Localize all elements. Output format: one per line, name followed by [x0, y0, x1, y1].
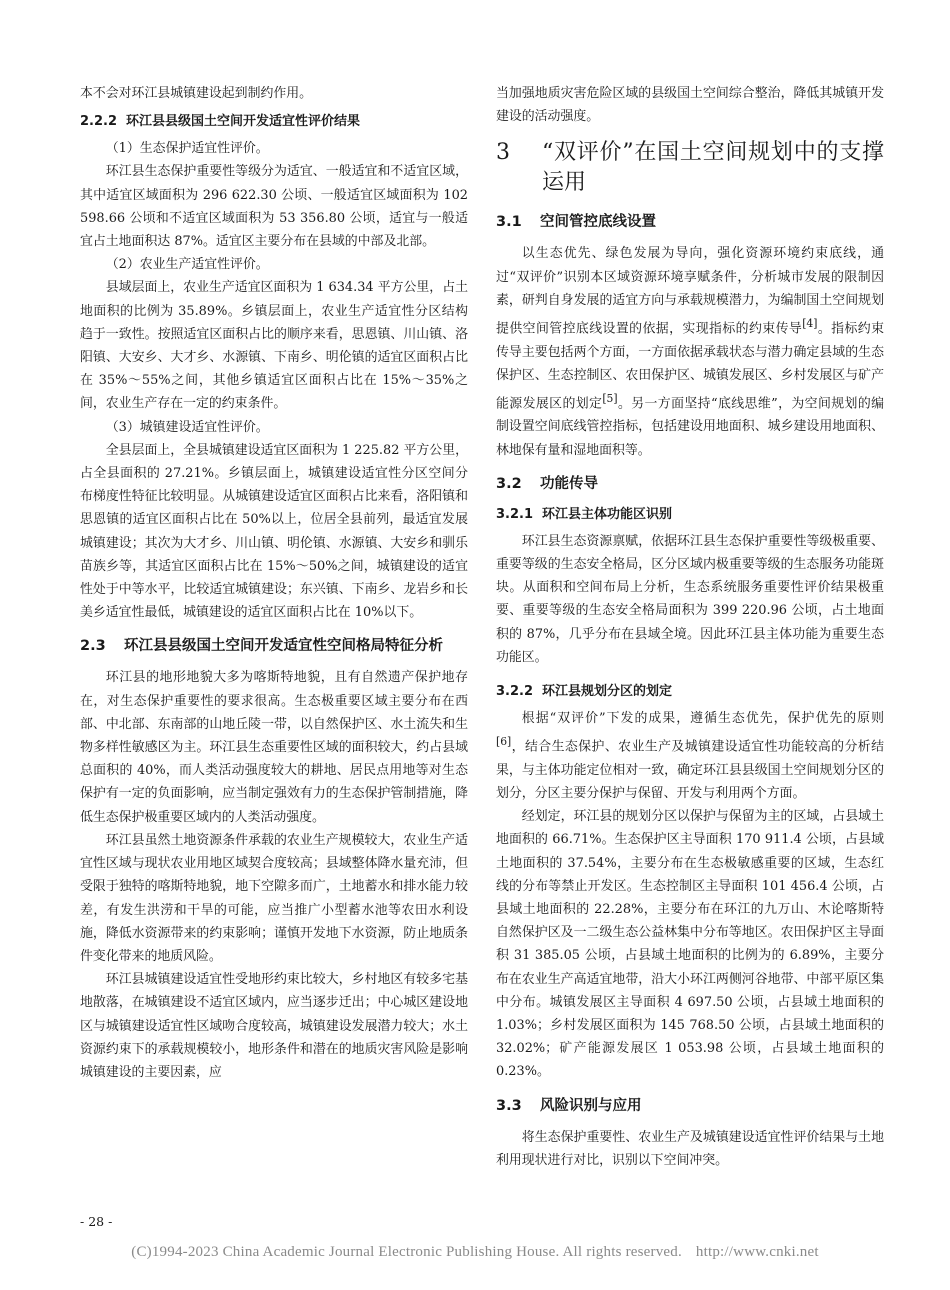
text-run: ，结合生态保护、农业生产及城镇建设适宜性功能较高的分析结果，与主体功能定位相对一致，确定环江县县级国土空间规划分区的划分，分区主要分保护与保留、开发与利用两个方面。 — [496, 739, 884, 801]
subheading: （3）城镇建设适宜性评价。 — [105, 419, 269, 435]
copyright-text: (C)1994-2023 China Academic Journal Electronic Publishing House. All rights reserved. — [131, 1244, 682, 1260]
paragraph: 本不会对环江县城镇建设起到制约作用。 — [80, 86, 313, 101]
right-column — [496, 82, 884, 1172]
paragraph: 环江县生态资源禀赋，依据环江县生态保护重要性等级极重要、重要等级的生态安全格局，区分区域内极重要等级的生态服务功能斑块。从面积和空间布局上分析，生态系统服务重要性评价结果极重要、重要等级的生态安全格局面积为 399 220.96 公顷，占土地面积的 87%，几乎分布在县域全境。因此环江县主体功能为重要生态功能区。 — [496, 533, 884, 665]
text-run: 。指标约束传导主要包括两个方面，一方面依据承载状态与潜力确定县域的生态保护区、生态控制区、农田保护区、城镇发展区、乡村发展区与矿产能源发展区的划定 — [496, 321, 885, 412]
section-heading-2-2-2 — [80, 111, 468, 133]
paragraph — [496, 707, 884, 805]
paragraph: 将生态保护重要性、农业生产及城镇建设适宜性评价结果与土地利用现状进行对比，识别以下空间冲突。 — [496, 1129, 884, 1168]
cnki-link[interactable]: http://www.cnki.net — [695, 1244, 819, 1260]
paragraph — [496, 242, 884, 461]
paragraph: 环江县虽然土地资源条件承载的农业生产规模较大，农业生产适宜性区域与现状农业用地区域契合度较高；县域整体降水量充沛，但受限于独特的喀斯特地貌，地下空隙多而广，土地蓄水和排水能力较差，有发生洪涝和干旱的可能，应当推广小型蓄水池等农田水利设施，降低水资源带来的约束影响；谨慎开发地下水资源，防止地质条件变化带来的地质风险。 — [80, 832, 468, 964]
paragraph: 全县层面上，全县城镇建设适宜区面积为 1 225.82 平方公里，占全县面积的 27.21%。乡镇层面上，城镇建设适宜性分区空间分布梯度性特征比较明显。从城镇建设适宜区面积占比来看，洛阳镇和思恩镇的适宜区面积占比在 50%以上，位居全县前列，最适宜发展城镇建设；其次为大才乡、川山镇、明伦镇、水源镇、大安乡和驯乐苗族乡等，其适宜区面积占比在 15%～50%之间，城镇建设的适宜性处于中等水平，比较适宜城镇建设；东兴镇、下南乡、龙岩乡和长美乡适宜性最低，城镇建设的适宜区面积占比在 10%以下。 — [80, 442, 468, 621]
paragraph: 环江县城镇建设适宜性受地形约束比较大，乡村地区有较多宅基地散落，在城镇建设不适宜区域内，应当逐步迁出；中心城区建设地区与城镇建设适宜性区域吻合度较高，城镇建设发展潜力较大；水土资源约束下的承载规模较小，地形条件和潜在的地质灾害风险是影响城镇建设的主要因素，应 — [80, 972, 468, 1080]
subheading: （1）生态保护适宜性评价。 — [105, 141, 269, 157]
section-number: 3 — [496, 140, 510, 166]
section-heading-3-1 — [496, 210, 884, 234]
section-title: “双评价”在国土空间规划中的支撑运用 — [542, 140, 884, 196]
paragraph: 县域层面上，农业生产适宜区面积为 1 634.34 平方公里，占土地面积的比例为 35.89%。乡镇层面上，农业生产适宜性分区结构趋于一致性。按照适宜区面积占比的顺序来看，思恩镇、川山镇、洛阳镇、大安乡、大才乡、水源镇、下南乡、明伦镇的适宜区面积占比在 35%～55%之间，其他乡镇适宜区面积占比在 15%～35%之间，农业生产存在一定的约束条件。 — [80, 280, 468, 412]
paragraph: 经划定，环江县的规划分区以保护与保留为主的区域，占县域土地面积的 66.71%。生态保护区主导面积 170 911.4 公顷，占县域土地面积的 37.54%，主要分布在生态极敏感重要的区域，生态红线的分布等禁止开发区。生态控制区主导面积 101 456.4 公顷，占县域土地面积的 22.28%，主要分布在环江的九万山、木论喀斯特自然保护区及一二级生态公益林集中分布等地区。农田保护区主导面积 31 385.05 公顷，占县域土地面积的比例为的 6.89%，主要分布在农业生产高适宜地带，沿大小环江两侧河谷地带、中部平原区集中分布。城镇发展区主导面积 4 697.50 公顷，占县域土地面积的 1.03%；乡村发展区面积为 145 768.50 公顷，占县域土地面积的 32.02%；矿产能源发展区 1 053.98 公顷，占县域土地面积的 0.23%。 — [496, 809, 884, 1080]
section-title: 环江县主体功能区识别 — [542, 506, 673, 522]
paragraph: 环江县生态保护重要性等级分为适宜、一般适宜和不适宜区域，其中适宜区域面积为 296 622.30 公顷、一般适宜区域面积为 102 598.66 公顷和不适宜区域面积为 53 356.80 公顷，适宜与一般适宜占土地面积达 87%。适宜区主要分布在县域的中部及北部。 — [80, 164, 468, 250]
section-title: 环江县县级国土空间开发适宜性空间格局特征分析 — [124, 638, 443, 655]
subheading: （2）农业生产适宜性评价。 — [105, 257, 269, 273]
section-heading-3-2 — [496, 472, 884, 496]
section-heading-2-3 — [80, 634, 468, 658]
section-title: 空间管控底线设置 — [540, 214, 656, 231]
paragraph: 当加强地质灾害危险区域的县级国土空间综合整治，降低其城镇开发建设的活动强度。 — [496, 86, 884, 125]
section-number: 3.1 — [496, 214, 522, 231]
citation-5[interactable]: [5] — [602, 391, 618, 405]
page-number: - 28 - — [80, 1214, 113, 1229]
section-number: 3.2.1 — [496, 506, 534, 522]
section-heading-3-2-2 — [496, 681, 884, 703]
section-heading-3-2-1 — [496, 504, 884, 526]
section-number: 3.3 — [496, 1097, 522, 1114]
citation-6[interactable]: [6] — [496, 735, 512, 749]
section-number: 3.2.2 — [496, 684, 534, 700]
section-number: 2.3 — [80, 638, 106, 655]
copyright-watermark — [0, 1244, 950, 1261]
section-title: 环江县县级国土空间开发适宜性评价结果 — [126, 114, 361, 130]
section-title: 功能传导 — [540, 475, 598, 492]
section-heading-3 — [496, 138, 884, 198]
section-title: 环江县规划分区的划定 — [542, 684, 673, 700]
section-number: 3.2 — [496, 475, 522, 492]
section-title: 风险识别与应用 — [540, 1097, 642, 1114]
citation-4[interactable]: [4] — [802, 317, 818, 331]
text-run: 根据“双评价”下发的成果，遵循生态优先，保护优先的原则 — [521, 711, 884, 727]
section-number: 2.2.2 — [80, 114, 118, 130]
text-run: 。另一方面坚持“底线思维”，为空间规划的编制设置空间底线管控指标，包括建设用地面积、城乡建设用地面积、林地保有量和湿地面积等。 — [496, 396, 884, 458]
section-heading-3-3 — [496, 1094, 884, 1118]
paragraph: 环江县的地形地貌大多为喀斯特地貌，且有自然遗产保护地存在，对生态保护重要性的要求很高。生态极重要区域主要分布在西部、中北部、东南部的山地丘陵一带，以自然保护区、水土流失和生物多样性敏感区为主。环江县生态重要性区域的面积较大，约占县域总面积的 40%，而人类活动强度较大的耕地、居民点用地等对生态保护有一定的负面影响，应当制定强效有力的生态保护管制措施，降低生态保护极重要区域内的人类活动强度。 — [80, 670, 468, 825]
left-column — [80, 82, 468, 1084]
text-run: 以生态优先、绿色发展为导向，强化资源环境约束底线，通过“双评价”识别本区域资源环境享赋条件，分析城市发展的限制因素，研判自身发展的适宜方向与承载规模潜力，为编制国土空间规划提供空间管控底线设置的依据，实现指标的约束传导 — [496, 246, 884, 337]
